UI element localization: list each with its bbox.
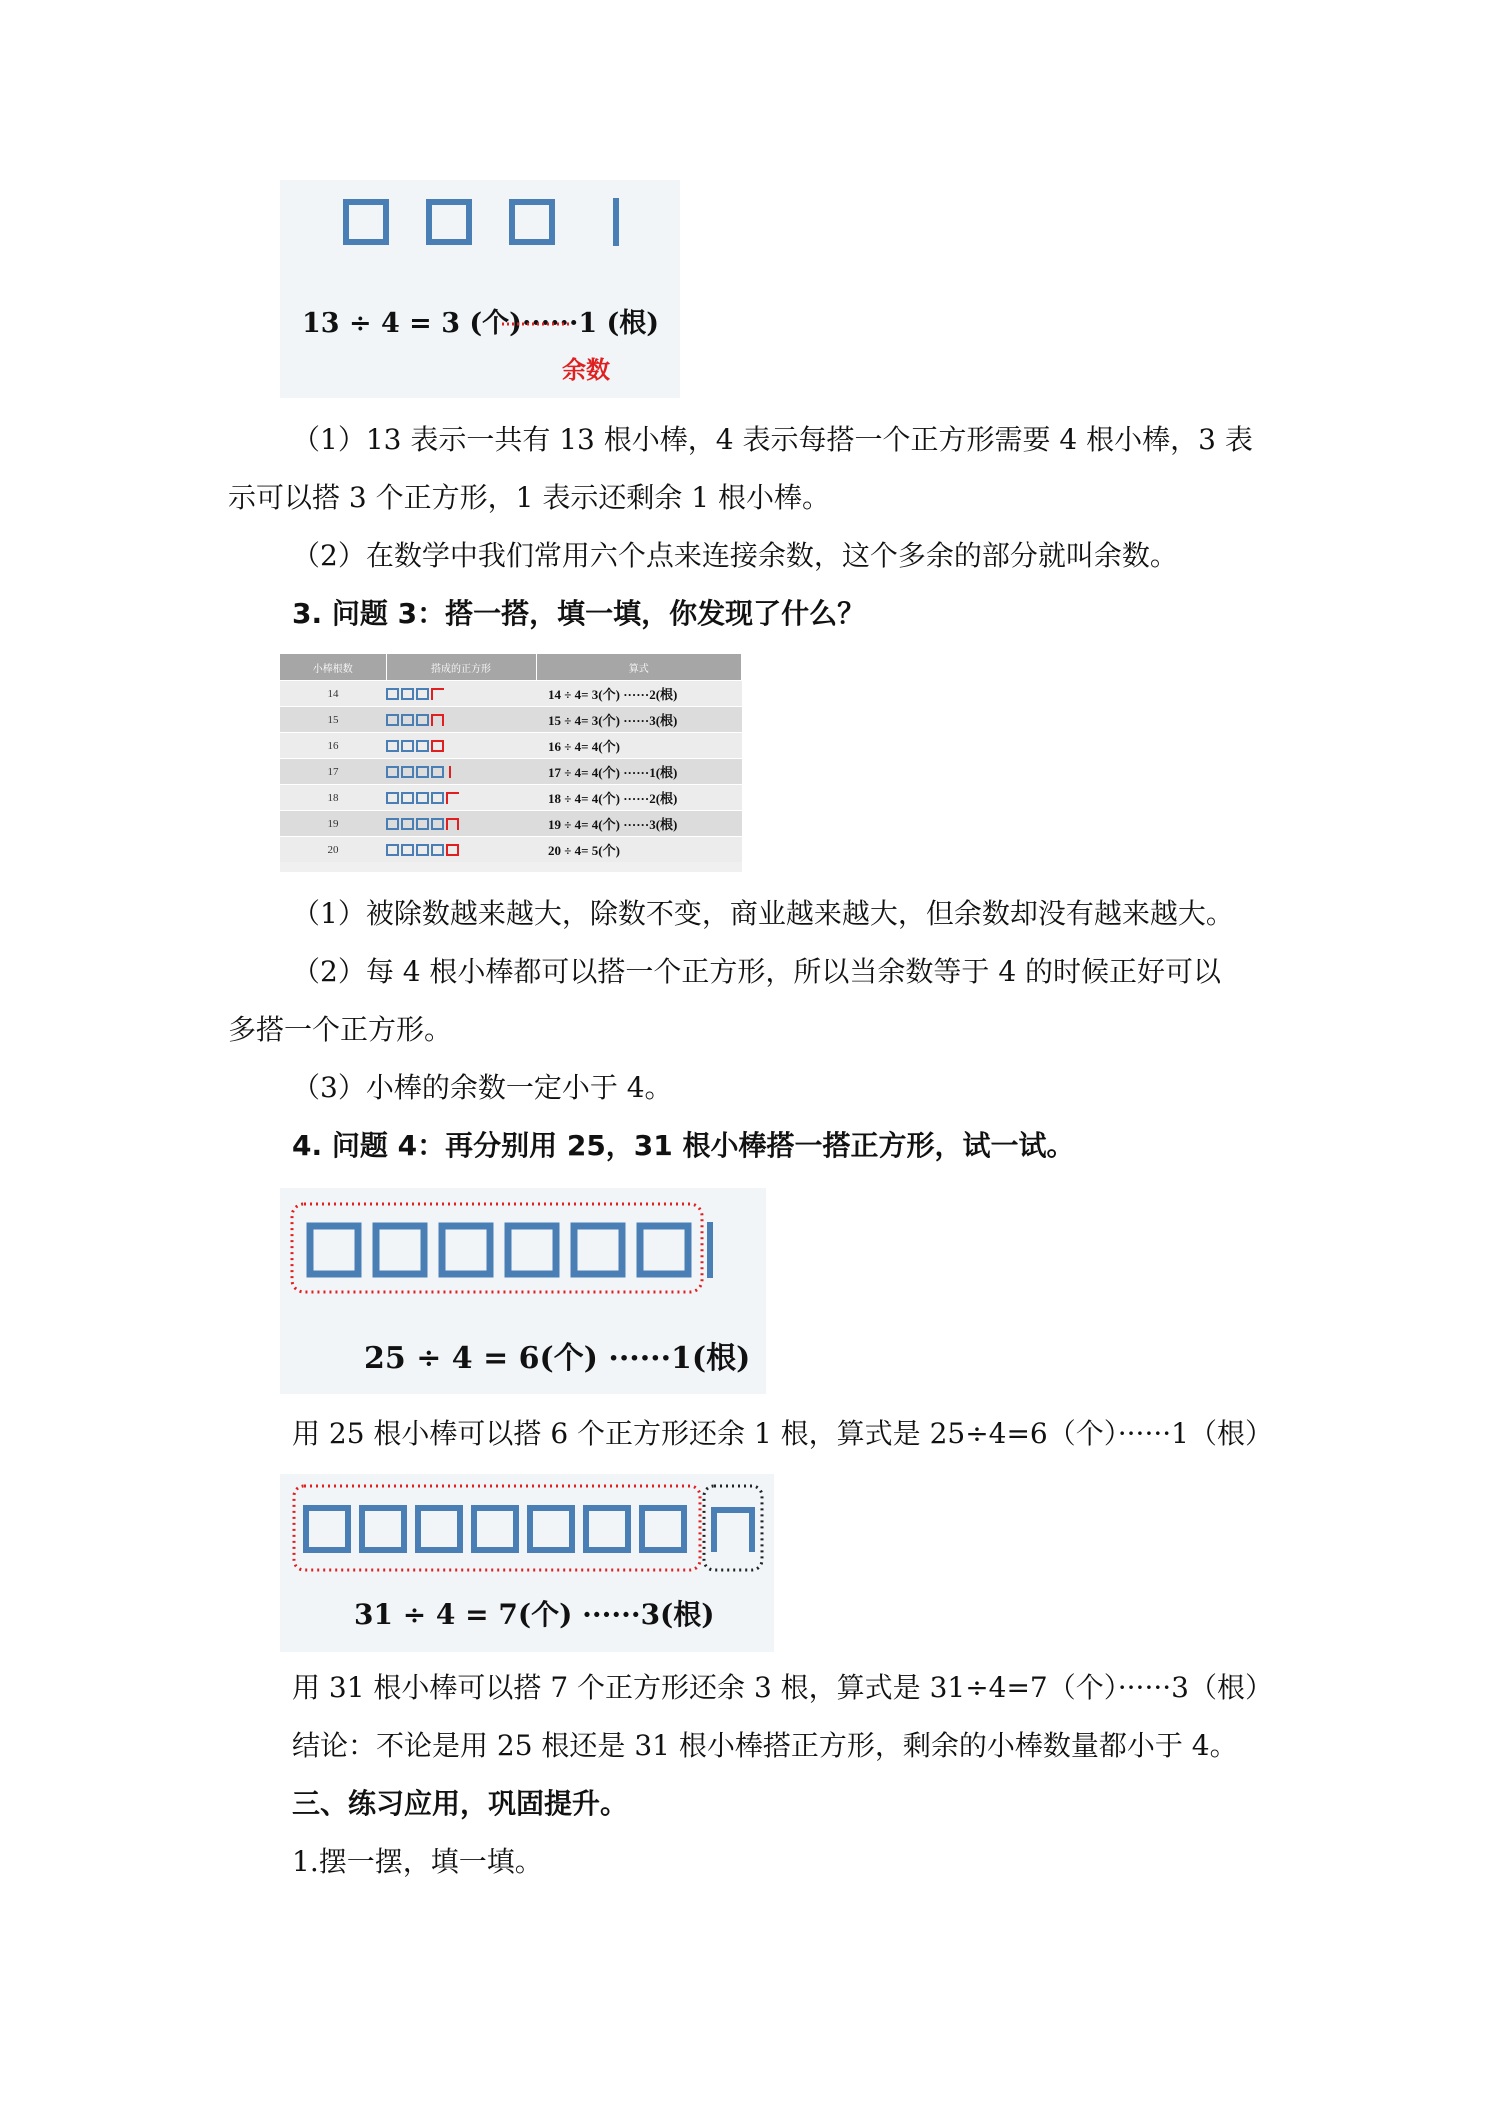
table-row [280, 707, 742, 733]
conclusion: 结论：不论是用 25 根还是 31 根小棒搭正方形，剩余的小棒数量都小于 4。 [292, 1729, 1238, 1762]
row-count: 17 [280, 759, 386, 785]
row-formula: 14 ÷ 4= 3(个) ······2(根) [536, 681, 742, 707]
observation-1: （1）被除数越来越大，除数不变，商业越来越大，但余数却没有越来越大。 [292, 897, 1234, 930]
table-header-formula: 算式 [536, 654, 742, 681]
row-squares [386, 785, 536, 811]
table-header-squares: 搭成的正方形 [386, 654, 536, 681]
square-2 [429, 202, 469, 242]
equation-25: 25 ÷ 4 = 6(个) ······1(根) [364, 1341, 751, 1376]
row-formula: 19 ÷ 4= 4(个) ······3(根) [536, 811, 742, 837]
square-1 [346, 202, 386, 242]
row-count: 18 [280, 785, 386, 811]
table-row [280, 785, 742, 811]
para1-line1: （1）13 表示一共有 13 根小棒，4 表示每搭一个正方形需要 4 根小棒，3 表 [292, 423, 1253, 456]
square [508, 1226, 556, 1274]
figure-25-sticks-svg [280, 1188, 766, 1394]
remainder-label: 余数 [562, 356, 610, 384]
square-3 [512, 202, 552, 242]
text-25: 用 25 根小棒可以搭 6 个正方形还余 1 根，算式是 25÷4=6（个）······1（根） [292, 1417, 1273, 1450]
row-count: 14 [280, 681, 386, 707]
row-squares [386, 759, 536, 785]
observation-3: （3）小棒的余数一定小于 4。 [292, 1071, 673, 1104]
exercise-1: 1.摆一摆，填一填。 [292, 1845, 543, 1878]
remainder-three-sticks [714, 1510, 752, 1552]
square [530, 1508, 572, 1550]
para1-line2: 示可以搭 3 个正方形，1 表示还剩余 1 根小棒。 [228, 481, 830, 514]
row-count: 16 [280, 733, 386, 759]
square [474, 1508, 516, 1550]
table-row [280, 759, 742, 785]
observation-2-line1: （2）每 4 根小棒都可以搭一个正方形，所以当余数等于 4 的时候正好可以 [292, 955, 1222, 988]
equation-31: 31 ÷ 4 = 7(个) ······3(根) [354, 1598, 715, 1631]
sticks-table [280, 654, 742, 872]
square [574, 1226, 622, 1274]
question-4: 4. 问题 4：再分别用 25，31 根小棒搭一搭正方形，试一试。 [292, 1129, 1075, 1162]
figure-31-sticks-svg [280, 1474, 774, 1652]
table-row [280, 733, 742, 759]
row-squares [386, 837, 536, 863]
square [306, 1508, 348, 1550]
table-row [280, 681, 742, 707]
row-count: 20 [280, 837, 386, 863]
row-formula: 15 ÷ 4= 3(个) ······3(根) [536, 707, 742, 733]
row-squares [386, 733, 536, 759]
square [362, 1508, 404, 1550]
row-count: 19 [280, 811, 386, 837]
section-3-heading: 三、练习应用，巩固提升。 [292, 1787, 629, 1820]
text-31: 用 31 根小棒可以搭 7 个正方形还余 3 根，算式是 31÷4=7（个）······3（根） [292, 1671, 1273, 1704]
row-formula: 17 ÷ 4= 4(个) ······1(根) [536, 759, 742, 785]
figure-25-sticks [280, 1188, 766, 1394]
row-count: 15 [280, 707, 386, 733]
observation-2-line2: 多搭一个正方形。 [228, 1013, 453, 1046]
table-row [280, 837, 742, 863]
square [418, 1508, 460, 1550]
row-squares [386, 681, 536, 707]
square [310, 1226, 358, 1274]
row-squares [386, 811, 536, 837]
figure-13-sticks [280, 180, 680, 398]
square [442, 1226, 490, 1274]
square [586, 1508, 628, 1550]
square [640, 1226, 688, 1274]
square [642, 1508, 684, 1550]
row-squares [386, 707, 536, 733]
equation-13: 13 ÷ 4 = 3 (个)······1 (根) [302, 308, 660, 339]
row-formula: 16 ÷ 4= 4(个) [536, 733, 742, 759]
table-row [280, 811, 742, 837]
figure-31-sticks [280, 1474, 774, 1652]
table-header-count: 小棒根数 [280, 654, 386, 681]
question-3: 3. 问题 3：搭一搭，填一填，你发现了什么？ [292, 597, 866, 630]
square [376, 1226, 424, 1274]
figure-13-sticks-svg [280, 180, 680, 398]
row-formula: 20 ÷ 4= 5(个) [536, 837, 742, 863]
para2: （2）在数学中我们常用六个点来连接余数，这个多余的部分就叫余数。 [292, 539, 1178, 572]
row-formula: 18 ÷ 4= 4(个) ······2(根) [536, 785, 742, 811]
